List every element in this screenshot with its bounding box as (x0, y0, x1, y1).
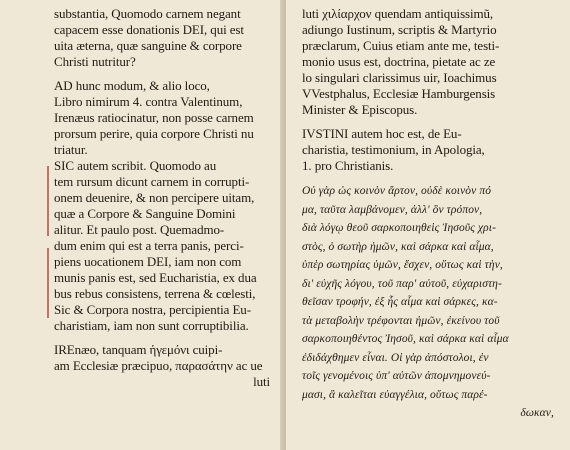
greek-line: τοῖς γενομένοις ὑπ' αὐτῶν ἀπομνημονεύ- (302, 370, 491, 382)
text-line: quæ a Corpore & Sanguine Domini (54, 206, 236, 221)
red-margin-mark (47, 166, 49, 236)
text-line: dum enim qui est a terra panis, perci- (54, 238, 244, 253)
catchword: luti (253, 374, 270, 389)
text-line: charistiam, iam non sunt corruptibilia. (54, 318, 249, 333)
text-line: substantia, Quomodo carnem negant (54, 6, 241, 21)
text-line: alitur. Et paulo post. Quemadmo- (54, 222, 225, 237)
greek-line: Οὐ γὰρ ὡς κοινὸν ἄρτον, οὐδὲ κοινὸν πό (302, 185, 492, 197)
text-line: monio usus est, doctrina, pietate ac ze (302, 54, 496, 69)
greek-line: τὰ μεταβολὴν τρέφονται ἡμῶν, ἐκείνου τοῦ (302, 314, 500, 327)
text-line: Christi nutritur? (54, 54, 136, 69)
text-line: tem rursum dicunt carnem in corrupti- (54, 174, 250, 189)
greek-line: σαρκοποιηθέντος Ἰησοῦ, καὶ σάρκα καὶ αἷμα (302, 333, 509, 345)
text-line: lo singulari clarissimus uir, Ioachimus (302, 70, 497, 85)
greek-line: μα, ταῦτα λαμβάνομεν, ἀλλ' ὃν τρόπον, (302, 203, 483, 216)
text-line: IREnæo, tanquam ἡγεμόνι cuipi- (54, 342, 223, 357)
text-line: triatur. (54, 142, 88, 157)
paragraph-gap (302, 118, 560, 126)
text-line: Irenæus ratiocinatur, non posse carnem (54, 110, 254, 125)
text-line: IVSTINI autem hoc est, de Eu- (302, 126, 462, 141)
text-line: præclarum, Cuius etiam ante me, testi- (302, 38, 500, 53)
text-line: piens uocationem DEI, iam non com (54, 254, 242, 269)
greek-line: διὰ λόγῳ θεοῦ σαρκοποιηθεὶς Ἰησοῦς χρι- (302, 222, 497, 234)
greek-line: μασι, ἃ καλεῖται εὐαγγέλια, οὕτως παρέ- (302, 388, 488, 401)
greek-line: ἐδιδάχθημεν εἶναι. Οἱ γὰρ ἀπόστολοι, ἐν (302, 351, 489, 364)
text-line: VVestphalus, Ecclesiæ Hamburgensis (302, 86, 496, 101)
text-line: munis panis est, sed Eucharistia, ex dua (54, 270, 257, 285)
greek-line: θεῖσαν τροφήν, ἐξ ἧς αἷμα καὶ σάρκες, κα- (302, 296, 498, 308)
text-line: Sic & Corpora nostra, percipientia Eu- (54, 302, 251, 317)
greek-line: δι' εὐχῆς λόγου, τοῦ παρ' αὐτοῦ, εὐχαριστη- (302, 277, 502, 290)
paragraph-gap (302, 174, 560, 182)
text-line: luti χιλίαρχον quendam antiquissimũ, (302, 6, 494, 21)
paragraph-gap (54, 334, 276, 342)
text-line: capacem esse donationis DEI, qui est (54, 22, 244, 37)
text-line: adiungo Iustinum, scriptis & Martyrio (302, 22, 497, 37)
text-line: Libro nimirum 4. contra Valentinum, (54, 94, 243, 109)
greek-catchword: δωκαν, (520, 407, 554, 419)
text-line: bus rebus consistens, terrena & cœlesti, (54, 286, 256, 301)
text-line: onem deuenire, & non percipere uitam, (54, 190, 255, 205)
text-line: Minister & Episcopus. (302, 102, 418, 117)
red-margin-mark (47, 248, 49, 318)
left-page (0, 0, 284, 450)
greek-line: ὑπὲρ σωτηρίας ὑμῶν, ἔσχεν, οὕτως καὶ τὴν, (302, 259, 503, 271)
right-page (286, 0, 570, 450)
text-line: prorsum perire, quia corpore Christi nu (54, 126, 254, 141)
text-line: SIC autem scribit. Quomodo au (54, 158, 217, 173)
paragraph-gap (54, 70, 276, 78)
greek-line: στὸς, ὁ σωτὴρ ἡμῶν, καὶ σάρκα καὶ αἷμα, (302, 240, 494, 253)
text-line: 1. pro Christianis. (302, 158, 394, 173)
text-line: charistia, testimonium, in Apologia, (302, 142, 485, 157)
text-line: uita æterna, quæ sanguine & corpore (54, 38, 242, 53)
text-line: AD hunc modum, & alio loco, (54, 78, 210, 93)
text-line: am Ecclesiæ præcipuo, παρασάτην ac ue (54, 358, 263, 373)
